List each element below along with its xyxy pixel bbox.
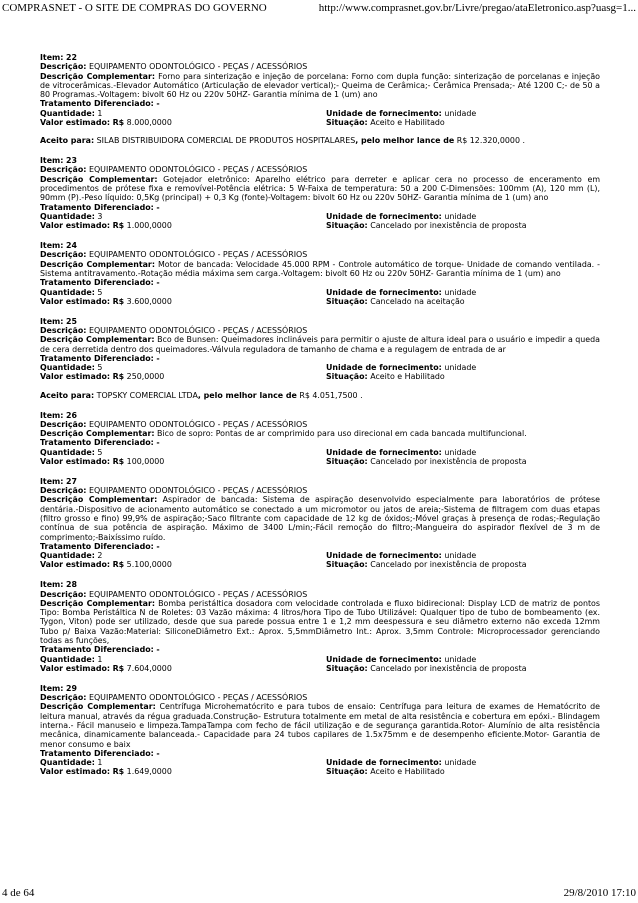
tratamento-label: Tratamento Diferenciado:	[40, 278, 154, 288]
supply-unit-value: unidade	[444, 654, 477, 664]
status	[326, 372, 445, 381]
status-label: Situação:	[326, 663, 368, 673]
tratamento-line	[40, 99, 600, 108]
tratamento-line	[40, 542, 600, 551]
tratamento-value: -	[156, 541, 160, 551]
supply-unit-value: unidade	[444, 551, 477, 561]
description-value: EQUIPAMENTO ODONTOLÓGICO - PEÇAS / ACESSÓRIOS	[88, 419, 308, 429]
best-bid-value: R$ 4.051,7500 .	[299, 390, 363, 400]
quantity-label: Quantidade:	[40, 758, 95, 768]
currency-label: R$	[112, 372, 125, 382]
estimated-value	[40, 767, 172, 776]
tratamento-line	[40, 203, 600, 212]
item-number-line	[40, 580, 600, 589]
estimated-value-amount: 1.000,0000	[126, 221, 172, 231]
description-value: EQUIPAMENTO ODONTOLÓGICO - PEÇAS / ACESSÓRIOS	[88, 62, 308, 72]
quantity-label: Quantidade:	[40, 654, 95, 664]
value-row	[40, 221, 600, 230]
supply-unit-label: Unidade de fornecimento:	[326, 108, 442, 118]
supply-unit-label: Unidade de fornecimento:	[326, 551, 442, 561]
complementary-description-text: Gotejador eletrônico: Aparelho elétrico para derreter e aplicar cera no processo de enceramento em procedimentos de prótese fixa e removível-Potência elétrica: 5 W-Faixa de temperatura: 50 a 200 C-Dimensões: 100mm (A), 120 mm (L), 90mm (P).-Peso líquido: 0,5Kg (principal) + 0,3 Kg (fonte)-Voltagem: bivolt 60 Hz ou 220v 50HZ- Garantia mínima de 1 (um) ano	[40, 174, 600, 203]
supply-unit-value: unidade	[444, 363, 477, 373]
status-value: Cancelado na aceitação	[370, 296, 465, 306]
estimated-value-label: Valor estimado:	[40, 118, 111, 128]
item-number: 22	[65, 53, 77, 62]
item-label: Item:	[40, 53, 64, 62]
quantity-row	[40, 363, 600, 372]
item-number-line	[40, 684, 600, 693]
complementary-description-label: Descrição Complementar:	[40, 702, 156, 712]
item-number: 27	[65, 476, 77, 486]
item-label: Item:	[40, 316, 64, 326]
complementary-description-label: Descrição Complementar:	[40, 429, 155, 439]
item-block	[40, 53, 600, 146]
supply-unit-value: unidade	[444, 287, 477, 297]
value-row	[40, 372, 600, 381]
quantity-label: Quantidade:	[40, 551, 95, 561]
complementary-description-label: Descrição Complementar:	[40, 259, 155, 269]
tratamento-label: Tratamento Diferenciado:	[40, 438, 154, 448]
print-datetime: 29/8/2010 17:10	[563, 887, 636, 899]
status-label: Situação:	[326, 221, 368, 231]
quantity-label: Quantidade:	[40, 108, 95, 118]
estimated-value	[40, 457, 164, 466]
item-number: 29	[65, 683, 77, 693]
estimated-value	[40, 118, 172, 127]
supply-unit	[326, 109, 476, 118]
description-value: EQUIPAMENTO ODONTOLÓGICO - PEÇAS / ACESSÓRIOS	[88, 486, 308, 496]
item-block	[40, 241, 600, 306]
quantity-row	[40, 288, 600, 297]
complementary-description-text: Bomba peristáltica dosadora com velocidade controlada e fluxo bidirecional: Display LCD de matriz de pontos Tipo: Bomba Peristáltica N de Roletes: 03 Vazão máxima: 4 litros/hora Tipo de Tubo Utilizável: Qualquer tipo de tubo de bombeamento (ex. Tygon, Viton) pode ser utilizado, desde que sua parede possua entre 1 e 1,2 mm deespessura e seu diâmetro externo não exceda 12mm Tubo p/ Baixa Vazão:Material: SiliconeDiâmetro Ext.: Aprox. 5,5mmDiâmetro Int.: Aprox. 3,5mm Controle: Microprocessador gerenciando todas as funções,	[40, 598, 600, 646]
complementary-description-text: Motor de bancada: Velocidade 45.000 RPM - Controle automático de torque- Unidade de comando ventilada. - Sistema antitravamento.-Rotação média máxima sem carga.-Voltagem: bivolt 60 Hz ou 220v 50HZ- Garantia mínima de 1 (um) ano	[40, 259, 600, 278]
complementary-description-text: Aspirador de bancada: Sistema de aspiração desenvolvido especialmente para laboratórios de prótese dentária.-Dispositivo de acionamento automático se conectado a um micromotor ou jatos de areia;-Sistema de filtragem com duas etapas (filtro grosso e fino) 99,9% de aspiração;-Saco filtrante com capacidade de 12 kg de óxidos;-Móvel graças à presença de rodas;-Regulação contínua de sua potência de aspiração. Máximo de 3400 L/min;-Fácil remoção do filtro;-Mangueira do aspirador flexível de 3 m de comprimento;-Baixíssimo ruído.	[40, 495, 600, 542]
description-label: Descrição:	[40, 486, 87, 496]
estimated-value-label: Valor estimado:	[40, 456, 111, 466]
tratamento-line	[40, 354, 600, 363]
item-block	[40, 477, 600, 570]
supply-unit-label: Unidade de fornecimento:	[326, 211, 442, 221]
status-value: Aceito e Habilitado	[370, 767, 445, 777]
item-block	[40, 580, 600, 673]
status-label: Situação:	[326, 118, 368, 128]
status-label: Situação:	[326, 560, 368, 570]
estimated-value-label: Valor estimado:	[40, 767, 111, 777]
description-label: Descrição:	[40, 589, 87, 599]
value-row	[40, 297, 600, 306]
estimated-value-label: Valor estimado:	[40, 560, 111, 570]
complementary-description	[40, 599, 600, 645]
complementary-description-text: Centrífuga Microhematócrito e para tubos de ensaio: Centrífuga para leitura de exames de Hematócrito de leitura manual, através da régua graduada.Construção- Estrutura totalmente em metal de alta resistência e cobertura em epóxi.- Blindagem interna.- Fácil manuseio e limpeza.TampaTampa com fecho de fácil utilização e de segurança garantida.Rotor- Alumínio de alta resistência mecânica, dinamicamente balanceada.- Capacidade para 24 tubos capilares de 1.5x75mm e de desempenho eficiente.Motor- Garantia de menor consumo e baix	[40, 702, 601, 749]
complementary-description	[40, 260, 600, 279]
item-label: Item:	[40, 683, 64, 693]
description-line	[40, 250, 600, 259]
description-line	[40, 165, 600, 174]
quantity-row	[40, 758, 600, 767]
item-number-line	[40, 317, 600, 326]
estimated-value	[40, 664, 172, 673]
quantity-value: 1	[97, 654, 103, 664]
status	[326, 118, 445, 127]
description-value: EQUIPAMENTO ODONTOLÓGICO - PEÇAS / ACESSÓRIOS	[88, 693, 308, 703]
quantity-value: 1	[97, 758, 103, 768]
supply-unit-value: unidade	[444, 758, 477, 768]
supply-unit-label: Unidade de fornecimento:	[326, 363, 442, 373]
best-bid-value: R$ 12.320,0000 .	[456, 136, 525, 146]
tratamento-label: Tratamento Diferenciado:	[40, 202, 154, 212]
quantity-row	[40, 448, 600, 457]
supply-unit-label: Unidade de fornecimento:	[326, 287, 442, 297]
quantity	[40, 448, 102, 457]
description-label: Descrição:	[40, 250, 87, 260]
item-label: Item:	[40, 241, 64, 251]
estimated-value-label: Valor estimado:	[40, 296, 111, 306]
description-label: Descrição:	[40, 165, 87, 175]
item-number: 23	[65, 156, 77, 166]
accepted-for-label: Aceito para:	[40, 390, 95, 400]
status-label: Situação:	[326, 456, 368, 466]
value-row	[40, 118, 600, 127]
page-number: 4 de 64	[2, 887, 35, 899]
quantity	[40, 655, 102, 664]
complementary-description	[40, 702, 600, 748]
quantity-label: Quantidade:	[40, 447, 95, 457]
quantity	[40, 758, 102, 767]
estimated-value-label: Valor estimado:	[40, 372, 111, 382]
status	[326, 767, 445, 776]
tratamento-value: -	[156, 353, 160, 363]
currency-label: R$	[112, 456, 125, 466]
currency-label: R$	[112, 663, 125, 673]
description-value: EQUIPAMENTO ODONTOLÓGICO - PEÇAS / ACESSÓRIOS	[88, 165, 308, 175]
item-block	[40, 156, 600, 230]
estimated-value	[40, 297, 172, 306]
status	[326, 560, 527, 569]
currency-label: R$	[112, 221, 125, 231]
item-block	[40, 411, 600, 467]
description-value: EQUIPAMENTO ODONTOLÓGICO - PEÇAS / ACESSÓRIOS	[88, 325, 308, 335]
page-title: COMPRASNET - O SITE DE COMPRAS DO GOVERNO	[2, 2, 267, 14]
description-label: Descrição:	[40, 62, 87, 72]
estimated-value-amount: 250,0000	[126, 372, 165, 382]
best-bid-label: , pelo melhor lance de	[355, 136, 455, 146]
item-number: 26	[65, 410, 77, 420]
item-block	[40, 317, 600, 400]
supply-unit-value: unidade	[444, 211, 477, 221]
estimated-value	[40, 372, 164, 381]
quantity-value: 1	[97, 108, 103, 118]
accepted-for-label: Aceito para:	[40, 136, 95, 146]
description-label: Descrição:	[40, 325, 87, 335]
best-bid-label: , pelo melhor lance de	[197, 390, 297, 400]
item-number: 28	[65, 580, 77, 590]
currency-label: R$	[112, 118, 125, 128]
complementary-description	[40, 72, 600, 100]
quantity-label: Quantidade:	[40, 363, 95, 373]
item-label: Item:	[40, 580, 64, 590]
quantity-label: Quantidade:	[40, 211, 95, 221]
quantity	[40, 363, 102, 372]
value-row	[40, 767, 600, 776]
supplier-name: TOPSKY COMERCIAL LTDA	[96, 390, 198, 400]
item-number: 24	[65, 241, 77, 251]
complementary-description-label: Descrição Complementar:	[40, 71, 156, 81]
status-label: Situação:	[326, 767, 368, 777]
estimated-value-amount: 7.604,0000	[126, 663, 172, 673]
quantity	[40, 551, 102, 560]
status	[326, 664, 527, 673]
description-line	[40, 326, 600, 335]
supply-unit	[326, 288, 476, 297]
quantity-row	[40, 655, 600, 664]
value-row	[40, 664, 600, 673]
quantity	[40, 109, 102, 118]
description-value: EQUIPAMENTO ODONTOLÓGICO - PEÇAS / ACESSÓRIOS	[88, 250, 308, 260]
estimated-value	[40, 221, 172, 230]
complementary-description-text: Bico de sopro: Pontas de ar comprimido para uso direcional em cada bancada multifuncional.	[157, 429, 527, 439]
supply-unit	[326, 448, 476, 457]
accepted-for-line	[40, 136, 600, 145]
description-line	[40, 486, 600, 495]
tratamento-line	[40, 749, 600, 758]
item-number-line	[40, 53, 600, 62]
estimated-value	[40, 560, 172, 569]
estimated-value-amount: 1.649,0000	[126, 767, 172, 777]
complementary-description-label: Descrição Complementar:	[40, 335, 155, 345]
complementary-description	[40, 175, 600, 203]
supply-unit-value: unidade	[444, 447, 477, 457]
quantity-value: 5	[97, 447, 103, 457]
complementary-description-label: Descrição Complementar:	[40, 598, 156, 608]
tratamento-value: -	[156, 438, 160, 448]
status-value: Cancelado por inexistência de proposta	[370, 221, 527, 231]
supply-unit-label: Unidade de fornecimento:	[326, 447, 442, 457]
description-label: Descrição:	[40, 419, 87, 429]
currency-label: R$	[112, 767, 125, 777]
tratamento-value: -	[156, 278, 160, 288]
estimated-value-amount: 5.100,0000	[126, 560, 172, 570]
supply-unit-value: unidade	[444, 108, 477, 118]
accepted-for-line	[40, 391, 600, 400]
value-row	[40, 457, 600, 466]
supply-unit	[326, 363, 476, 372]
description-line	[40, 62, 600, 71]
quantity	[40, 212, 102, 221]
status-label: Situação:	[326, 372, 368, 382]
quantity	[40, 288, 102, 297]
supply-unit	[326, 212, 476, 221]
items-list	[40, 53, 600, 787]
tratamento-line	[40, 645, 600, 654]
description-line	[40, 420, 600, 429]
estimated-value-amount: 100,0000	[126, 456, 165, 466]
quantity-value: 2	[97, 551, 103, 561]
quantity-value: 3	[97, 211, 103, 221]
tratamento-value: -	[156, 645, 160, 655]
supplier-name: SILAB DISTRIBUIDORA COMERCIAL DE PRODUTOS HOSPITALARES	[96, 136, 356, 146]
item-number-line	[40, 477, 600, 486]
quantity-value: 5	[97, 363, 103, 373]
supply-unit	[326, 758, 476, 767]
page-header	[2, 1, 636, 15]
status-value: Cancelado por inexistência de proposta	[370, 456, 527, 466]
item-number: 25	[65, 316, 77, 326]
item-block	[40, 684, 600, 777]
tratamento-value: -	[156, 748, 160, 758]
description-line	[40, 590, 600, 599]
tratamento-label: Tratamento Diferenciado:	[40, 353, 154, 363]
tratamento-label: Tratamento Diferenciado:	[40, 645, 154, 655]
status-value: Cancelado por inexistência de proposta	[370, 560, 527, 570]
tratamento-line	[40, 278, 600, 287]
estimated-value-amount: 3.600,0000	[126, 296, 172, 306]
estimated-value-amount: 8.000,0000	[126, 118, 172, 128]
tratamento-label: Tratamento Diferenciado:	[40, 748, 154, 758]
tratamento-value: -	[156, 99, 160, 109]
item-label: Item:	[40, 410, 64, 420]
description-line	[40, 693, 600, 702]
quantity-label: Quantidade:	[40, 287, 95, 297]
complementary-description	[40, 495, 600, 541]
page-footer	[2, 886, 636, 900]
complementary-description	[40, 429, 600, 438]
page-url: http://www.comprasnet.gov.br/Livre/pregao/ataEletronico.asp?uasg=1...	[318, 2, 636, 14]
item-number-line	[40, 241, 600, 250]
quantity-row	[40, 109, 600, 118]
complementary-description	[40, 335, 600, 354]
currency-label: R$	[112, 296, 125, 306]
item-label: Item:	[40, 156, 64, 166]
supply-unit-label: Unidade de fornecimento:	[326, 758, 442, 768]
status	[326, 457, 527, 466]
status	[326, 221, 527, 230]
supply-unit	[326, 655, 476, 664]
complementary-description-label: Descrição Complementar:	[40, 174, 158, 184]
status-label: Situação:	[326, 296, 368, 306]
item-label: Item:	[40, 476, 64, 486]
tratamento-label: Tratamento Diferenciado:	[40, 541, 154, 551]
complementary-description-label: Descrição Complementar:	[40, 495, 158, 505]
currency-label: R$	[112, 560, 125, 570]
status	[326, 297, 465, 306]
tratamento-label: Tratamento Diferenciado:	[40, 99, 154, 109]
value-row	[40, 560, 600, 569]
quantity-value: 5	[97, 287, 103, 297]
tratamento-value: -	[156, 202, 160, 212]
estimated-value-label: Valor estimado:	[40, 663, 111, 673]
status-value: Aceito e Habilitado	[370, 372, 445, 382]
description-value: EQUIPAMENTO ODONTOLÓGICO - PEÇAS / ACESSÓRIOS	[88, 589, 308, 599]
item-number-line	[40, 411, 600, 420]
supply-unit-label: Unidade de fornecimento:	[326, 654, 442, 664]
quantity-row	[40, 212, 600, 221]
status-value: Aceito e Habilitado	[370, 118, 445, 128]
description-label: Descrição:	[40, 693, 87, 703]
complementary-description-text: Forno para sinterização e injeção de porcelana: Forno com dupla função: sinterização de porcelanas e injeção de vitrocerâmicas.-Elevador Automático (Articulação de elevador vertical);- Queima de Cerâmica;- Cerâmica Prensada;- Até 1200 C;- de 50 a 80 Programas.-Voltagem: bivolt 60 Hz ou 220v 50HZ- Garantia mínima de 1 (um) ano	[40, 71, 601, 100]
complementary-description-text: Bco de Bunsen: Queimadores inclináveis para permitir o ajuste de altura ideal para o usuário e impedir a queda de cera derretida dentro dos queimadores.-Válvula reguladora de tamanho de chama e a regulagem de entrada de ar	[40, 335, 601, 354]
status-value: Cancelado por inexistência de proposta	[370, 663, 527, 673]
estimated-value-label: Valor estimado:	[40, 221, 111, 231]
tratamento-line	[40, 438, 600, 447]
